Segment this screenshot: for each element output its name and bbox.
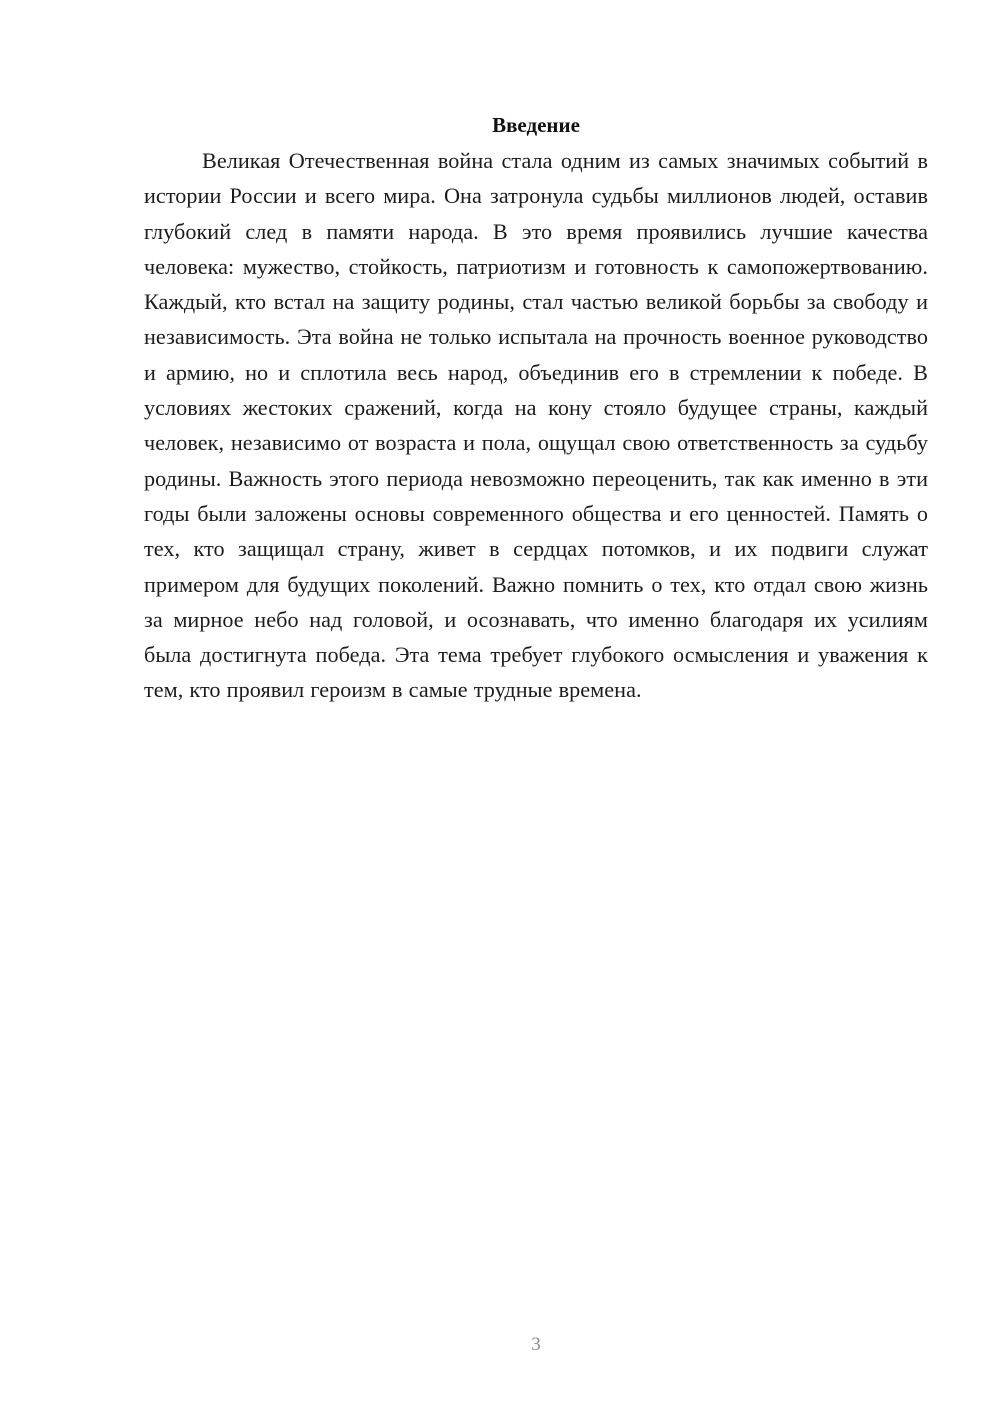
section-title: Введение: [492, 113, 580, 138]
page-number: 3: [531, 1334, 541, 1355]
body-paragraph: Великая Отечественная война стала одним из самых значимых событий в истории России и всего мира. Она затронула судьбы миллионов людей, оставив глубокий след в памяти народа. В это время проявились лучшие качества человека: мужество, стойкость, патриотизм и готовность к самопожертвованию. Каждый, кто встал на защиту родины, стал частью великой борьбы за свободу и независимость. Эта война не только испытала на прочность военное руководство и армию, но и сплотила весь народ, объединив его в стремлении к победе. В условиях жестоких сражений, когда на кону стояло будущее страны, каждый человек, независимо от возраста и пола, ощущал свою ответственность за судьбу родины. Важность этого периода невозможно переоценить, так как именно в эти годы были заложены основы современного общества и его ценностей. Память о тех, кто защищал страну, живет в сердцах потомков, и их подвиги служат примером для будущих поколений. Важно помнить о тех, кто отдал свою жизнь за мирное небо над головой, и осознавать, что именно благодаря их усилиям была достигнута победа. Эта тема требует глубокого осмысления и уважения к тем, кто проявил героизм в самые трудные времена.: [144, 148, 928, 703]
